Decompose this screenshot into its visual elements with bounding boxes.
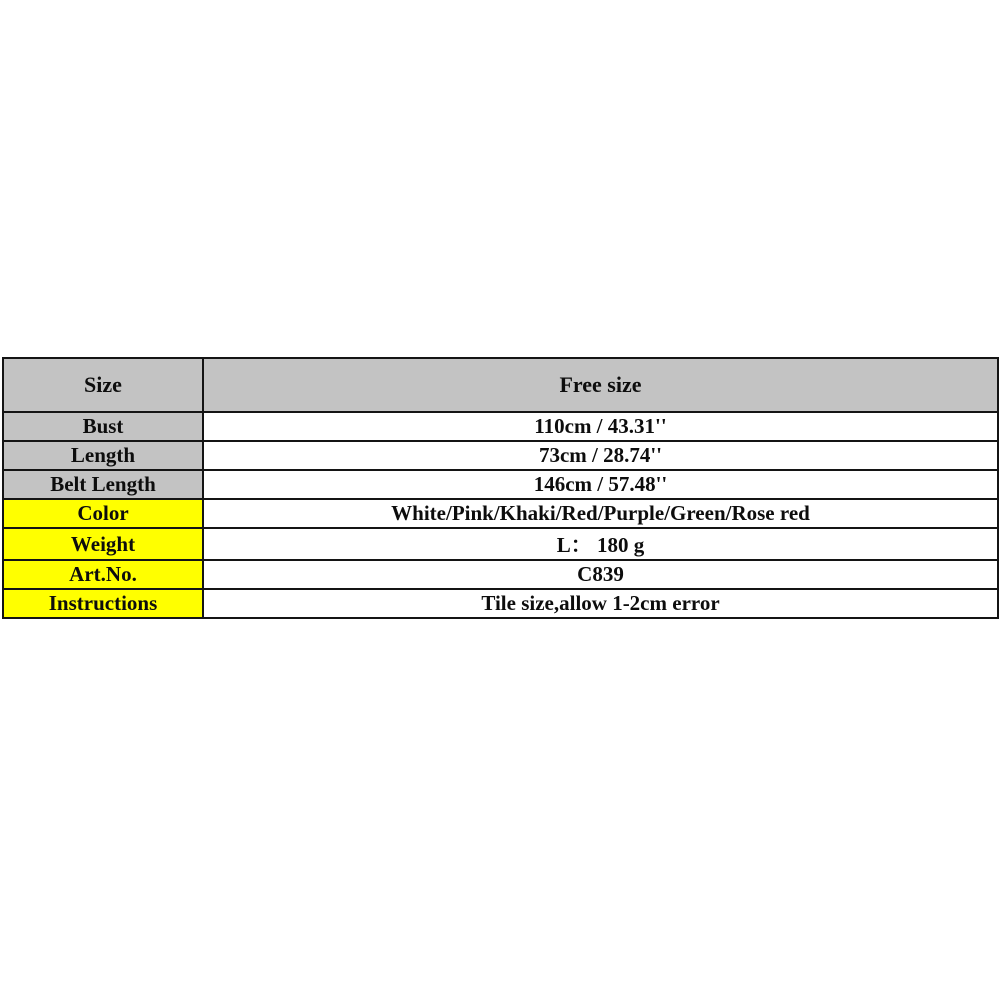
art-no-value: C839 [203,560,998,589]
table-row-color [3,499,998,528]
color-label: Color [3,499,203,528]
instructions-value: Tile size,allow 1-2cm error [203,589,998,618]
belt-length-label: Belt Length [3,470,203,499]
bust-label: Bust [3,412,203,441]
belt-length-value: 146cm / 57.48'' [203,470,998,499]
color-value: White/Pink/Khaki/Red/Purple/Green/Rose red [203,499,998,528]
size-chart-header-row [3,358,998,412]
instructions-label: Instructions [3,589,203,618]
weight-value: L： 180 g [203,528,998,560]
table-row-weight [3,528,998,560]
length-label: Length [3,441,203,470]
table-row-art-no [3,560,998,589]
art-no-label: Art.No. [3,560,203,589]
table-row-bust [3,412,998,441]
table-row-length [3,441,998,470]
header-free-size-value: Free size [203,358,998,412]
bust-value: 110cm / 43.31'' [203,412,998,441]
table-row-belt-length [3,470,998,499]
weight-label: Weight [3,528,203,560]
header-size-label: Size [3,358,203,412]
length-value: 73cm / 28.74'' [203,441,998,470]
table-row-instructions [3,589,998,618]
size-chart-table [2,357,999,619]
